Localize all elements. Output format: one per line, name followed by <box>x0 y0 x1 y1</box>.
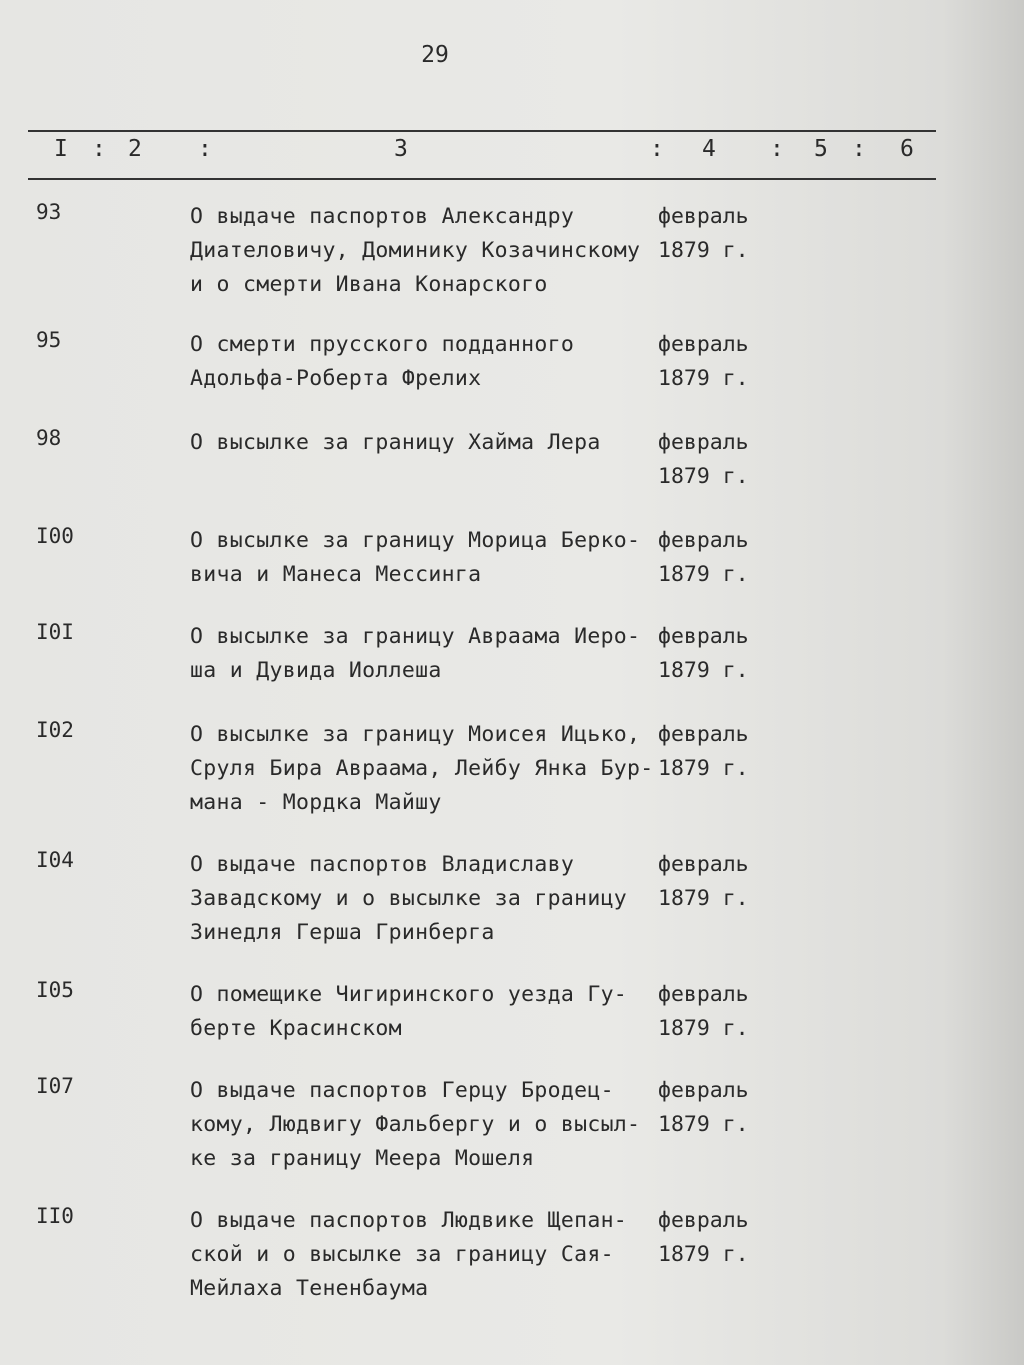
entry-title: О выдаче паспортов Александру Диателовичу, Доминику Козачинскому и о смерти Ивана Конарского <box>190 204 641 297</box>
page-number: 29 <box>421 42 449 68</box>
entry-number: 93 <box>36 200 62 224</box>
entry-title: О выдаче паспортов Владиславу Завадскому и о высылке за границу Зинедля Герша Гринберга <box>190 852 628 945</box>
entry-date: февраль 1879 г. <box>658 528 749 587</box>
entry-date: февраль 1879 г. <box>658 624 749 683</box>
column-header-separator: : <box>650 136 665 162</box>
entry-number: II0 <box>36 1204 74 1228</box>
entry-date: февраль 1879 г. <box>658 982 749 1041</box>
entry-date: февраль 1879 г. <box>658 204 749 263</box>
entry-title: О смерти прусского подданного Адольфа-Роберта Фрелих <box>190 332 575 391</box>
entry-date: февраль 1879 г. <box>658 852 749 911</box>
entry-date: февраль 1879 г. <box>658 430 749 489</box>
entry-number: I02 <box>36 718 74 742</box>
column-header-4: 4 <box>702 136 717 162</box>
entry-number: I0I <box>36 620 74 644</box>
column-header-5: 5 <box>814 136 829 162</box>
entry-number: 98 <box>36 426 62 450</box>
entry-title: О высылке за границу Морица Берко- вича и Манеса Мессинга <box>190 528 641 587</box>
column-header-6: 6 <box>900 136 915 162</box>
column-header-separator: : <box>198 136 213 162</box>
column-header-2: 2 <box>128 136 143 162</box>
entry-date: февраль 1879 г. <box>658 332 749 391</box>
entry-number: I00 <box>36 524 74 548</box>
entry-title: О выдаче паспортов Герцу Бродец- кому, Людвигу Фальбергу и о высыл- ке за границу Меера Мошеля <box>190 1078 641 1171</box>
column-header-1: I <box>54 136 69 162</box>
entry-date: февраль 1879 г. <box>658 1208 749 1267</box>
column-header-3: 3 <box>394 136 409 162</box>
entry-title: О высылке за границу Хайма Лера <box>190 430 601 455</box>
entry-title: О помещике Чигиринского уезда Гу- берте Красинском <box>190 982 628 1041</box>
entry-number: 95 <box>36 328 62 352</box>
entry-number: I04 <box>36 848 74 872</box>
entry-title: О высылке за границу Авраама Иеро- ша и Дувида Иоллеша <box>190 624 641 683</box>
column-header-separator: : <box>852 136 867 162</box>
entry-number: I05 <box>36 978 74 1002</box>
entry-date: февраль 1879 г. <box>658 1078 749 1137</box>
column-header-separator: : <box>770 136 785 162</box>
entry-date: февраль 1879 г. <box>658 722 749 781</box>
table-header-top-rule <box>28 130 936 132</box>
entry-number: I07 <box>36 1074 74 1098</box>
column-header-separator: : <box>92 136 107 162</box>
entry-title: О высылке за границу Моисея Ицько, Сруля Бира Авраама, Лейбу Янка Бур- мана - Мордка Майшу <box>190 722 654 815</box>
entry-title: О выдаче паспортов Людвике Щепан- ской и о высылке за границу Сая- Мейлаха Тененбаума <box>190 1208 628 1301</box>
table-header-bottom-rule <box>28 178 936 180</box>
